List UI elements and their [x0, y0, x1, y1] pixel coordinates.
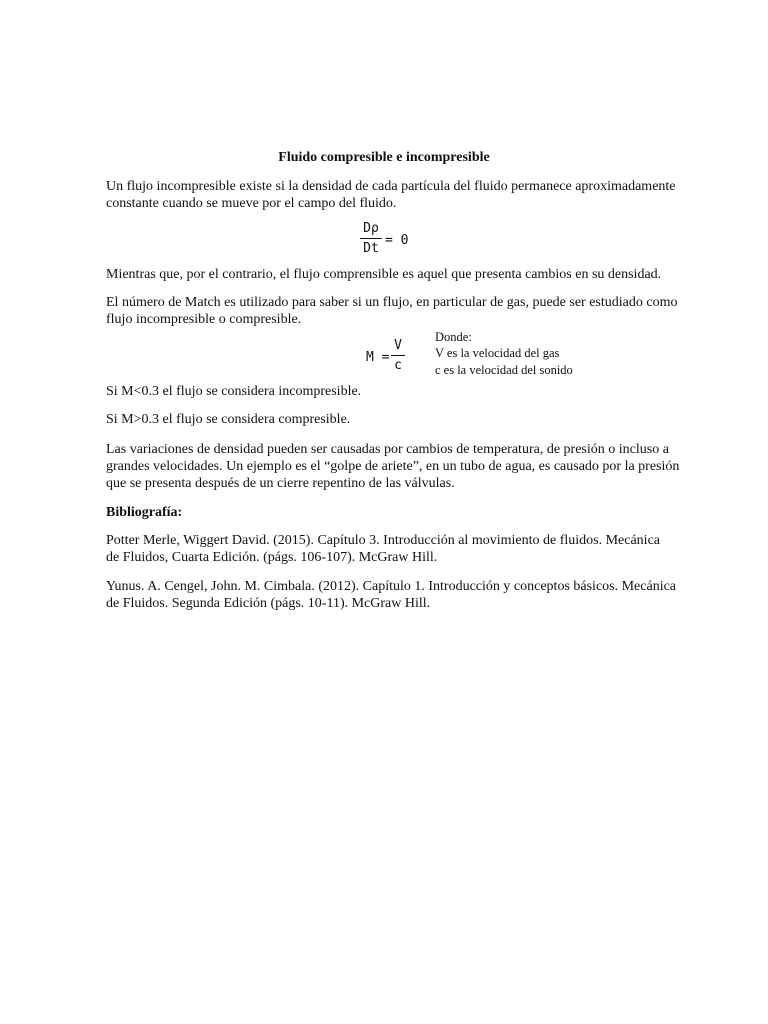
paragraph-2: Mientras que, por el contrario, el flujo comprensible es aquel que presenta cambios en su densidad.: [106, 267, 662, 282]
fraction-bar: [391, 355, 405, 356]
paragraph-1-line-1: Un flujo incompresible existe si la densidad de cada partícula del fluido permanece aproximadamente: [106, 179, 676, 194]
equation-1-rhs: = 0: [385, 233, 409, 248]
fraction-denominator: Dt: [363, 241, 379, 256]
mach-fraction: [391, 338, 405, 374]
paragraph-4-line-1: Las variaciones de densidad pueden ser causadas por cambios de temperatura, de presión o incluso a: [106, 442, 669, 457]
bibliography-heading: Bibliografía:: [106, 505, 183, 520]
reference-2-line-2: de Fluidos. Segunda Edición (págs. 10-11). McGraw Hill.: [106, 596, 431, 611]
paragraph-1-line-2: constante cuando se mueve por el campo del fluido.: [106, 196, 397, 211]
reference-2-line-1: Yunus. A. Cengel, John. M. Cimbala. (2012). Capítulo 1. Introducción y conceptos básicos. Mecánica: [106, 579, 677, 594]
fraction-denominator: c: [394, 358, 402, 373]
where-label: Donde:: [435, 330, 472, 344]
reference-1-line-1: Potter Merle, Wiggert David. (2015). Capítulo 3. Introducción al movimiento de fluidos. Mecánica: [106, 533, 660, 548]
paragraph-4-line-2: grandes velocidades. Un ejemplo es el “golpe de ariete”, en un tubo de agua, es causado por la presión: [106, 459, 680, 474]
fraction-numerator: Dρ: [363, 221, 379, 236]
where-line-2: c es la velocidad del sonido: [435, 363, 573, 377]
mach-equation-lhs: M =: [366, 350, 390, 365]
paragraph-3-line-2: flujo incompresible o compresible.: [106, 312, 302, 327]
page-title: Fluido compresible e incompresible: [278, 150, 490, 165]
density-derivative-fraction: [360, 221, 382, 257]
paragraph-4-line-3: que se presenta después de un cierre repentino de las válvulas.: [106, 476, 455, 491]
where-line-1: V es la velocidad del gas: [435, 346, 560, 360]
fraction-bar: [360, 238, 382, 239]
paragraph-3-line-1: El número de Match es utilizado para saber si un flujo, en particular de gas, puede ser estudiado como: [106, 295, 678, 310]
condition-incompressible: Si M<0.3 el flujo se considera incompresible.: [106, 384, 362, 399]
condition-compressible: Si M>0.3 el flujo se considera compresible.: [106, 412, 351, 427]
fraction-numerator: V: [394, 338, 402, 353]
reference-1-line-2: de Fluidos, Cuarta Edición. (págs. 106-107). McGraw Hill.: [106, 550, 438, 565]
